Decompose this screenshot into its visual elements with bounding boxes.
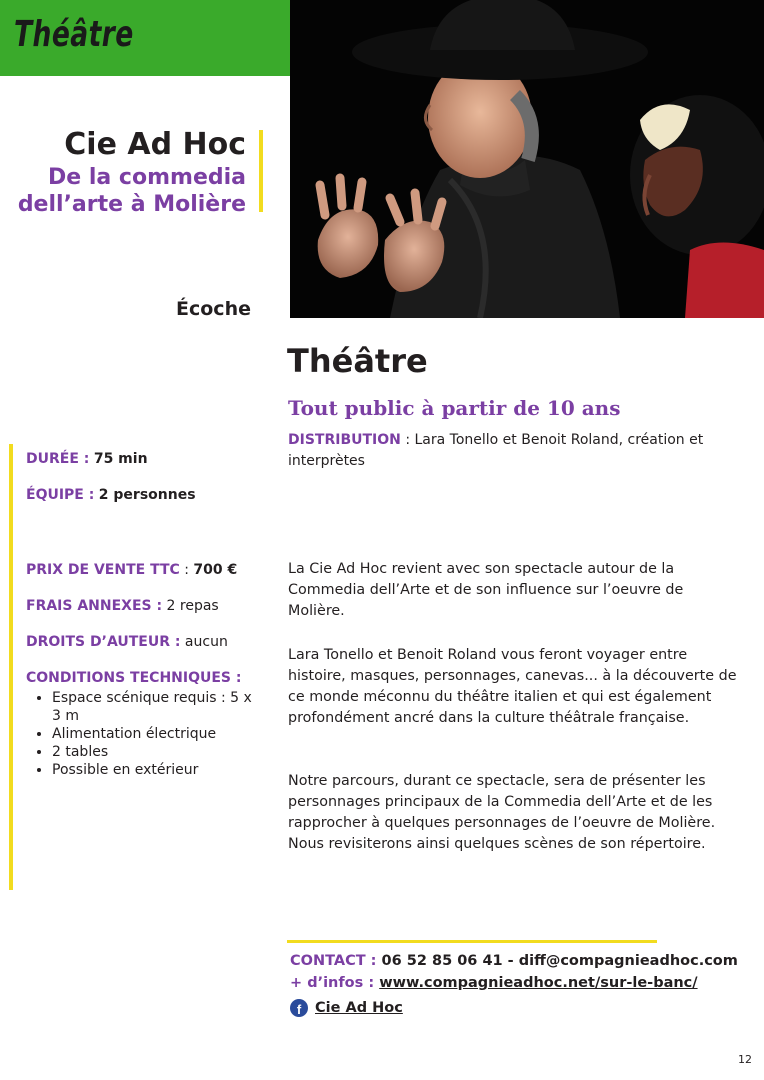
price-label: PRIX DE VENTE TTC: [26, 562, 180, 578]
list-item: • Espace scénique requis : 5 x 3 m: [52, 689, 262, 725]
show-header: [18, 126, 246, 218]
team-label: ÉQUIPE :: [26, 487, 95, 503]
facebook-icon: f: [290, 999, 308, 1017]
show-subtitle-line2: dell’arte à Molière: [17, 192, 246, 217]
show-subtitle-line1: De la commedia: [48, 165, 246, 190]
rights-value: aucun: [184, 634, 228, 650]
fees-label: FRAIS ANNEXES :: [26, 598, 163, 614]
distribution-text: : Lara Tonello et Benoit Roland, création et interprètes: [288, 432, 704, 469]
contact-row: [290, 953, 738, 969]
list-item: • Possible en extérieur: [52, 761, 262, 779]
list-item: • 2 tables: [52, 743, 262, 761]
description-paragraph: Lara Tonello et Benoit Roland vous feront voyager entre histoire, masques, personnages, canevas... à la découverte de ce monde méconnu du théâtre italien et qui est également profondément ancré dans la culture théâtrale française.: [288, 647, 737, 726]
conditions-row: [26, 670, 241, 686]
website-link[interactable]: www.compagnieadhoc.net/sur-le-banc/: [379, 975, 698, 991]
price-separator: :: [179, 562, 194, 578]
price-row: [26, 562, 237, 578]
audience: Tout public à partir de 10 ans: [288, 396, 621, 420]
website-label: + d’infos :: [290, 975, 375, 991]
fees-row: [26, 598, 219, 614]
duration-row: [26, 451, 148, 467]
facebook-label[interactable]: Cie Ad Hoc: [315, 1000, 403, 1016]
location: Écoche: [176, 298, 251, 320]
company-name: Cie Ad Hoc: [64, 127, 246, 162]
photo-illustration: [290, 0, 764, 318]
performance-photo: [290, 0, 764, 318]
conditions-list: [30, 689, 262, 779]
contact-label: CONTACT :: [290, 953, 377, 969]
price-value: 700 €: [193, 562, 238, 578]
section-title: Théâtre: [14, 14, 134, 55]
page-number: 12: [738, 1053, 752, 1066]
team-row: [26, 487, 196, 503]
rights-label: DROITS D’AUTEUR :: [26, 634, 181, 650]
distribution: [288, 430, 738, 472]
fees-value: 2 repas: [166, 598, 219, 614]
title-accent-bar: [259, 130, 263, 212]
facebook-link[interactable]: [290, 999, 403, 1017]
distribution-label: DISTRIBUTION: [288, 432, 401, 448]
section-banner: [0, 0, 290, 76]
team-value: 2 personnes: [98, 487, 196, 503]
duration-label: DURÉE :: [26, 451, 90, 467]
contact-value[interactable]: 06 52 85 06 41 - diff@compagnieadhoc.com: [376, 953, 738, 969]
description-paragraph: Notre parcours, durant ce spectacle, sera de présenter les personnages principaux de la Commedia dell’Arte et de les rapprocher à quelques personnages de l’oeuvre de Molière. Nous revisiterons ainsi quelques scènes de son répertoire.: [288, 773, 716, 852]
conditions-label: CONDITIONS TECHNIQUES :: [26, 670, 242, 686]
list-item: • Alimentation électrique: [52, 725, 262, 743]
contact-accent-bar: [287, 940, 657, 943]
description-paragraph: La Cie Ad Hoc revient avec son spectacle autour de la Commedia dell’Arte et de son influence sur l’oeuvre de Molière.: [288, 561, 684, 619]
info-accent-bar: [9, 444, 13, 890]
website-row: [290, 975, 698, 991]
rights-row: [26, 634, 228, 650]
duration-value: 75 min: [93, 451, 148, 467]
main-title: Théâtre: [287, 342, 428, 380]
